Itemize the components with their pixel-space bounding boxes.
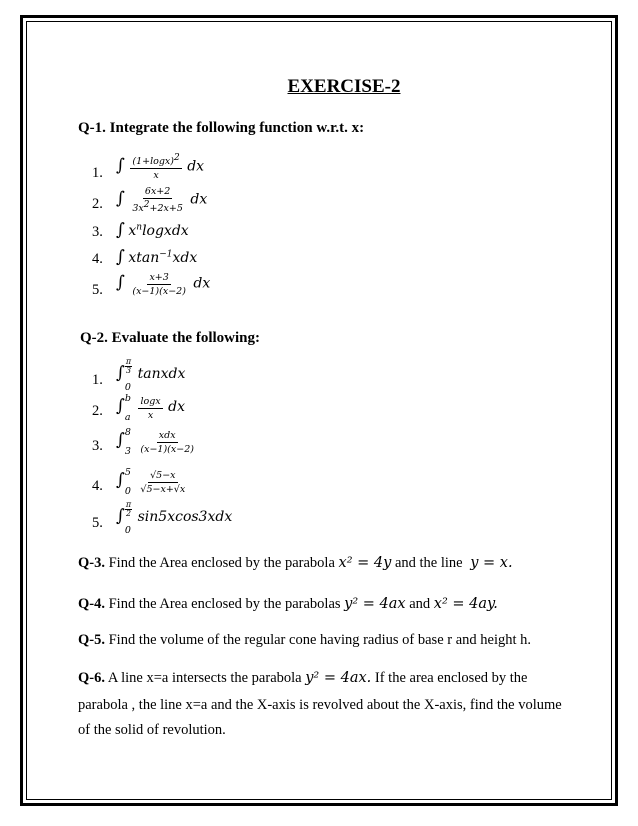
q2-item-1-integrand: tanxdx: [137, 366, 186, 383]
q2-item-4-denominator: √5−x+√x: [140, 483, 186, 495]
q1-item-1: [116, 153, 204, 181]
q3-equation-parabola: x² = 4y: [338, 555, 392, 571]
q6-text-1a: A line x=a intersects the parabola: [107, 670, 302, 686]
q3-text-mid: and the line: [394, 555, 463, 571]
q4-text: Find the Area enclosed by the parabolas: [108, 596, 341, 612]
q2-item-2-differential: dx: [168, 399, 186, 416]
q1-item-1-differential: dx: [187, 158, 205, 175]
q2-item-5-number: 5.: [92, 515, 103, 531]
q1-item-2-denominator-rest: +2x+5: [149, 203, 183, 215]
q2-item-2-numerator: logx: [140, 395, 161, 407]
q2-item-2-lower-limit: a: [124, 411, 131, 423]
q1-item-4-power: −1: [159, 249, 173, 260]
q1-item-2-denominator-power: 2: [143, 200, 150, 210]
q2-item-4-fraction: [138, 470, 187, 495]
q1-item-4-number: 4.: [92, 251, 103, 267]
q4-text-mid: and: [409, 596, 431, 612]
q1-item-1-number: 1.: [92, 165, 103, 181]
integral-sign: ∫: [116, 188, 125, 209]
q2-item-1-number: 1.: [92, 372, 103, 388]
q3-label: Q-3.: [78, 555, 105, 571]
q2-item-1-upper-denominator: 3: [125, 366, 132, 375]
q1-item-2: [116, 186, 207, 214]
q2-item-2-denominator: x: [147, 409, 154, 421]
q1-item-5-fraction: [130, 272, 188, 297]
integral-sign: ∫: [116, 155, 125, 176]
q2-item-2-fraction: [138, 396, 162, 421]
integral-sign: ∫: [116, 430, 125, 451]
q2-item-3: [116, 428, 198, 456]
page-title: EXERCISE-2: [287, 76, 401, 97]
q1-item-3-power: n: [136, 222, 143, 233]
q1-item-1-numerator-power: 2: [173, 153, 180, 163]
q1-item-4: [116, 247, 197, 267]
q4-equation-2: x² = 4ay.: [433, 596, 498, 612]
q2-item-3-numerator: xdx: [158, 429, 176, 441]
q2-item-1-limits: [125, 358, 132, 392]
integral-sign: ∫: [116, 506, 125, 527]
integral-sign: ∫: [116, 363, 125, 384]
q2-item-5-limits: [125, 501, 132, 535]
integral-sign: ∫: [116, 272, 125, 293]
q1-item-1-denominator: x: [153, 170, 159, 182]
q1-item-5-number: 5.: [92, 282, 103, 298]
q6-text-1b: If the area enclosed by the: [374, 670, 528, 686]
q2-item-1: [116, 358, 185, 392]
q4: [78, 596, 498, 613]
q4-label: Q-4.: [78, 596, 105, 612]
integral-sign: ∫: [116, 396, 125, 417]
q2-item-2: [116, 394, 185, 422]
q4-equation-1: y² = 4ax: [344, 596, 406, 612]
q6-line-2: parabola , the line x=a and the X-axis is revolved about the X-axis, find the volume: [78, 697, 562, 713]
q2-item-4-lower-limit: 0: [124, 485, 131, 497]
q2-item-2-upper-limit: b: [124, 393, 131, 404]
integral-sign: ∫: [116, 247, 125, 267]
q2-item-5-upper-limit: [125, 501, 132, 518]
q6-label: Q-6.: [78, 670, 105, 686]
q2-item-3-denominator: (x−1)(x−2): [140, 443, 194, 455]
q5-label: Q-5.: [78, 632, 105, 648]
q1-item-5-differential: dx: [193, 275, 211, 292]
q2-item-5-upper-pi: π: [125, 500, 132, 509]
q2-item-1-upper-pi: π: [125, 357, 132, 366]
q2-heading: Q-2. Evaluate the following:: [80, 330, 260, 346]
q2-item-1-lower-limit: 0: [124, 381, 131, 393]
q2-item-2-limits: [125, 394, 131, 422]
q3-text: Find the Area enclosed by the parabola: [108, 555, 335, 571]
q6-line-3: of the solid of revolution.: [78, 722, 226, 738]
q1-item-5: [116, 272, 210, 297]
q2-item-3-lower-limit: 3: [124, 445, 131, 457]
q2-item-3-fraction: [138, 430, 196, 455]
q2-item-5-lower-limit: 0: [124, 524, 131, 536]
q1-item-2-differential: dx: [190, 191, 208, 208]
integral-sign: ∫: [116, 220, 125, 240]
q1-item-3: [116, 220, 189, 240]
q2-item-4-limits: [125, 468, 131, 496]
q2-item-5-upper-denominator: 2: [125, 509, 132, 518]
q1-item-3-number: 3.: [92, 224, 103, 240]
q1-item-3-rest: logxdx: [142, 223, 189, 239]
q1-item-2-numerator: 6x+2: [144, 186, 171, 197]
q6-equation: y² = 4ax.: [305, 670, 372, 686]
q1-item-2-denominator: 3x: [132, 203, 144, 215]
q2-item-4: [116, 468, 189, 496]
q1-item-3-base: x: [128, 223, 137, 239]
q2-item-4-upper-limit: 5: [124, 467, 131, 478]
q2-item-1-upper-limit: [125, 358, 132, 375]
q1-item-2-number: 2.: [92, 196, 103, 212]
q1-heading: Q-1. Integrate the following function w.r.t. x:: [78, 120, 365, 136]
q1-item-1-fraction: [130, 153, 181, 181]
q1-item-4-rest: xdx: [172, 250, 198, 266]
q3-equation-line: y = x.: [470, 555, 513, 571]
q5-text: Find the volume of the regular cone having radius of base r and height h.: [108, 632, 532, 648]
q5: [78, 632, 531, 649]
q1-item-5-denominator: (x−1)(x−2): [132, 286, 186, 297]
q2-item-5-integrand: sin5xcos3xdx: [137, 509, 233, 526]
q3: [78, 555, 513, 572]
q6-line-1: [78, 670, 527, 687]
q1-item-1-numerator: (1+logx): [132, 156, 174, 168]
q2-item-3-number: 3.: [92, 438, 103, 454]
integral-sign: ∫: [116, 470, 125, 491]
q1-item-5-numerator: x+3: [149, 272, 169, 283]
q2-item-4-number: 4.: [92, 478, 103, 494]
q2-item-4-numerator: √5−x: [150, 469, 176, 481]
q1-item-2-fraction: [130, 186, 185, 214]
q2-item-3-limits: [125, 428, 131, 456]
q2-item-2-number: 2.: [92, 403, 103, 419]
q2-item-3-upper-limit: 8: [124, 427, 131, 438]
q1-item-4-base: xtan: [128, 250, 160, 266]
q2-item-5: [116, 501, 232, 535]
